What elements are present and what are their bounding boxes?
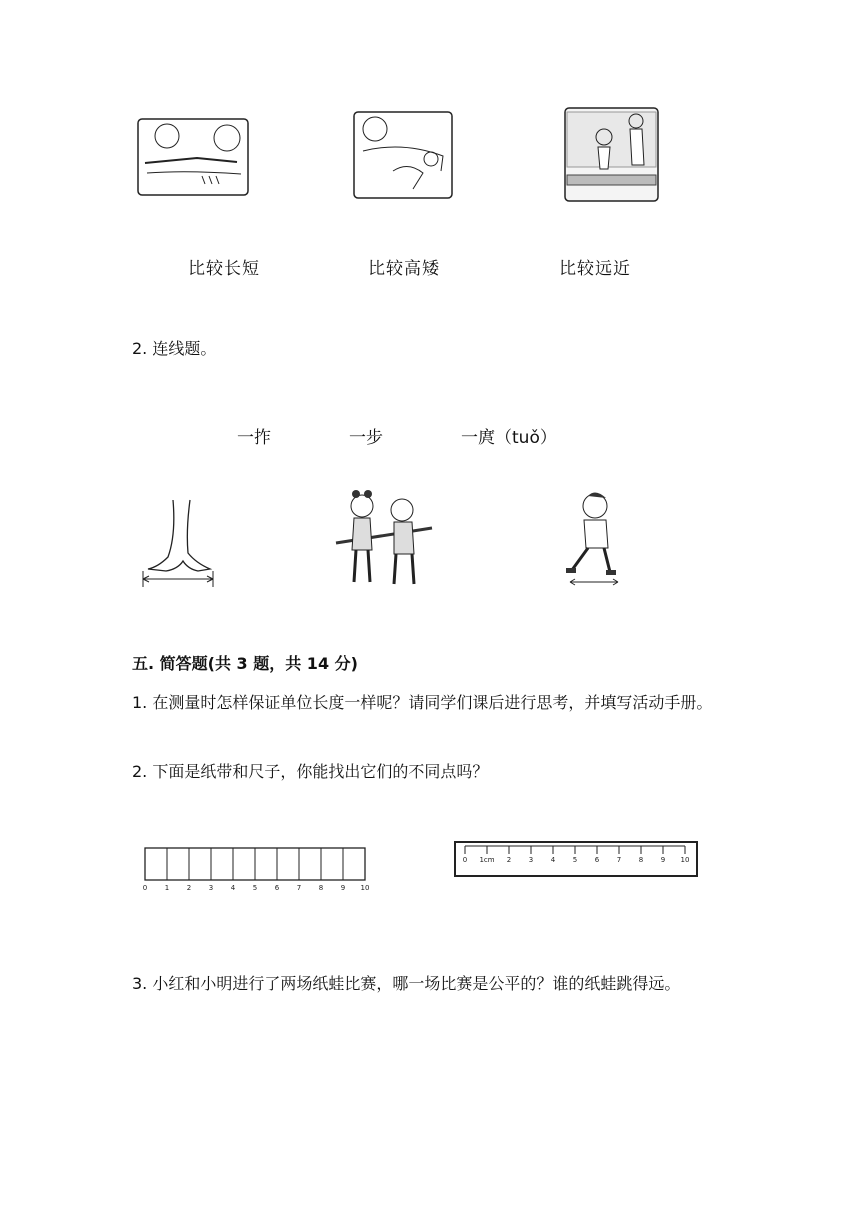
ruler-tick-label: 3 <box>528 856 534 864</box>
strip-tick-label: 9 <box>340 884 346 892</box>
boy-step-illustration <box>560 490 625 590</box>
caption-compare-height: 比较高矮 <box>368 259 440 279</box>
strip-tick-label: 6 <box>274 884 280 892</box>
strip-tick-label: 3 <box>208 884 214 892</box>
strip-tick-label: 1 <box>164 884 170 892</box>
ruler-tick-label: 8 <box>638 856 644 864</box>
question-2: 2. 下面是纸带和尺子，你能找出它们的不同点吗？ <box>132 762 489 781</box>
measure-distance-illustration <box>564 107 659 202</box>
strip-tick-label: 4 <box>230 884 236 892</box>
ruler-tick-label: 7 <box>616 856 622 864</box>
unit-label-step: 一步 <box>349 428 383 448</box>
paper-strip-illustration <box>140 845 375 895</box>
caption-compare-distance: 比较远近 <box>559 259 631 279</box>
caption-compare-length: 比较长短 <box>188 259 260 279</box>
unit-label-span: 一拃 <box>237 428 271 448</box>
measure-length-illustration <box>137 118 249 196</box>
ruler-tick-label: 4 <box>550 856 556 864</box>
ruler-tick-label: 1cm <box>479 856 495 864</box>
strip-tick-label: 10 <box>360 884 370 892</box>
ruler-tick-label: 2 <box>506 856 512 864</box>
ruler-tick-label: 9 <box>660 856 666 864</box>
strip-tick-label: 0 <box>142 884 148 892</box>
question-1: 1. 在测量时怎样保证单位长度一样呢？请同学们课后进行思考，并填写活动手册。 <box>132 693 713 712</box>
question-3: 3. 小红和小明进行了两场纸蛙比赛，哪一场比赛是公平的？谁的纸蛙跳得远。 <box>132 974 681 993</box>
strip-tick-label: 7 <box>296 884 302 892</box>
ruler-illustration <box>453 840 699 878</box>
strip-tick-label: 8 <box>318 884 324 892</box>
ruler-tick-label: 5 <box>572 856 578 864</box>
strip-tick-label: 2 <box>186 884 192 892</box>
unit-label-armspan: 一庹（tuǒ） <box>461 428 557 448</box>
strip-tick-label: 5 <box>252 884 258 892</box>
section-title: 五. 简答题(共 3 题，共 14 分) <box>132 654 358 673</box>
matching-question-title: 2. 连线题。 <box>132 339 217 358</box>
hand-span-illustration <box>138 495 218 590</box>
ruler-tick-label: 10 <box>680 856 690 864</box>
measure-height-illustration <box>353 111 453 199</box>
ruler-tick-label: 0 <box>462 856 468 864</box>
ruler-tick-label: 6 <box>594 856 600 864</box>
children-armspan-illustration <box>334 488 434 588</box>
